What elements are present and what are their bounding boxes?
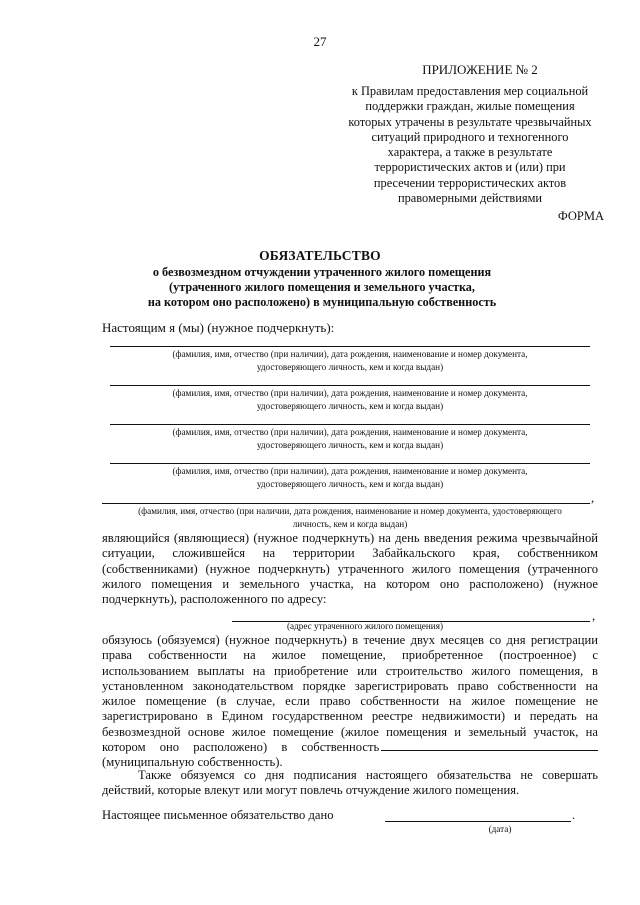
paragraph-line: обязуюсь (обязуемся) (нужное подчеркнуть) в течение двух месяцев со дня регистрации [102,633,598,647]
person-5-caption [96,505,604,531]
paragraph-line: действий, которые влекут или могут повлечь отчуждение жилого помещения. [102,783,520,798]
subtitle-line: (утраченного жилого помещения и земельного участка, [169,280,475,295]
person-4-field-line[interactable] [110,463,590,464]
person-2-caption [100,387,600,413]
subtitle-line: о безвозмездном отчуждении утраченного жилого помещения [152,265,492,279]
paragraph-line: права собственности на жилое помещение, приобретенное (построенное) с [102,648,598,663]
paragraph-line: котором оно расположено) в собственность [102,740,380,755]
paragraph-line: подчеркнуть), расположенного по адресу: [102,592,327,607]
caption-line: удостоверяющего личность, кем и когда выдан) [256,479,444,489]
person-3-field-line[interactable] [110,424,590,425]
caption-line: удостоверяющего личность, кем и когда выдан) [256,440,444,450]
paragraph-line: безвозмездной основе жилое помещение (жилое помещения и земельный участок, на [102,724,598,739]
address-comma: , [592,609,596,623]
rules-line: к Правилам предоставления мер социальной [351,84,589,98]
caption-line: удостоверяющего личность, кем и когда выдан) [256,401,444,411]
rules-line: которых утрачены в результате чрезвычайных [348,114,592,129]
person-3-caption [100,426,600,452]
intro-text: Настоящим я (мы) (нужное подчеркнуть): [102,320,335,335]
caption-line: (фамилия, имя, отчество (при наличии), дата рождения, наименование и номер документа, [172,466,528,476]
document-title: ОБЯЗАТЕЛЬСТВО [259,248,381,263]
person-1-caption [100,348,600,374]
date-caption: (дата) [488,824,512,834]
caption-line: (фамилия, имя, отчество (при наличии), дата рождения, наименование и номер документа, [172,388,528,398]
ownership-field-line[interactable] [381,750,598,751]
date-field-line[interactable] [385,821,571,822]
appendix-title: ПРИЛОЖЕНИЕ № 2 [422,62,538,77]
address-caption: (адрес утраченного жилого помещения) [286,621,444,631]
document-subtitle [80,265,564,311]
person-5-field-line[interactable] [102,503,590,504]
subtitle-line: на котором оно расположено) в муниципальную собственность [147,295,497,310]
caption-line: личность, кем и когда выдан) [292,519,408,529]
paragraph-line: жилое помещение (в случае, если право собственности на жилое помещение не [102,694,598,709]
obligation-paragraph [102,633,598,771]
person-5-comma: , [591,491,595,505]
paragraph-line: Также обязуемся со дня подписания настоящего обязательства не совершать [138,768,598,782]
caption-line: (фамилия, имя, отчество (при наличии, дата рождения, наименование и номер документа, удостоверяющего [138,506,562,516]
rules-line: террористических актов и (или) при [374,160,566,175]
date-period: . [572,808,576,822]
page-number: 27 [313,34,327,49]
person-4-caption [100,465,600,491]
person-1-field-line[interactable] [110,346,590,347]
paragraph-line: жилого помещения и земельного участка, на котором оно расположено) (нужное [102,576,598,591]
caption-line: (фамилия, имя, отчество (при наличии), дата рождения, наименование и номер документа, [172,349,528,359]
paragraph-line: (муниципальную собственность). [102,755,283,770]
caption-line: (фамилия, имя, отчество (при наличии), дата рождения, наименование и номер документа, [172,427,528,437]
rules-line: ситуаций природного и техногенного [371,129,569,144]
rules-line: правомерными действиями [397,191,543,206]
no-alienation-paragraph [102,768,598,799]
paragraph-line: (собственниками) (нужное подчеркнуть) утраченного жилого помещения (утраченного [102,561,598,576]
rules-line: поддержки граждан, жилые помещения [365,99,575,114]
paragraph-line: ситуации, сложившейся на территории Забайкальского края, собственником [102,546,598,561]
rules-line: пресечении террористических актов [373,175,567,190]
ownership-line-row [102,740,598,755]
ownership-paragraph [102,531,598,607]
paragraph-line: зарегистрировано в Едином государственном реестре недвижимости) и передать на [102,709,598,724]
paragraph-line: являющийся (являющиеся) (нужное подчеркнуть) на день введения режима чрезвычайной [102,531,598,545]
paragraph-line: использованием выплаты на приобретение или строительство жилого помещения, в [102,663,598,678]
paragraph-line: установленном законодательством порядке зарегистрировать право собственности на [102,678,598,693]
given-label: Настоящее письменное обязательство дано [102,808,334,822]
rules-line: характера, а также в результате [387,145,553,160]
appendix-rules-reference [345,84,595,206]
person-2-field-line[interactable] [110,385,590,386]
form-label: ФОРМА [557,209,604,223]
caption-line: удостоверяющего личность, кем и когда выдан) [256,362,444,372]
